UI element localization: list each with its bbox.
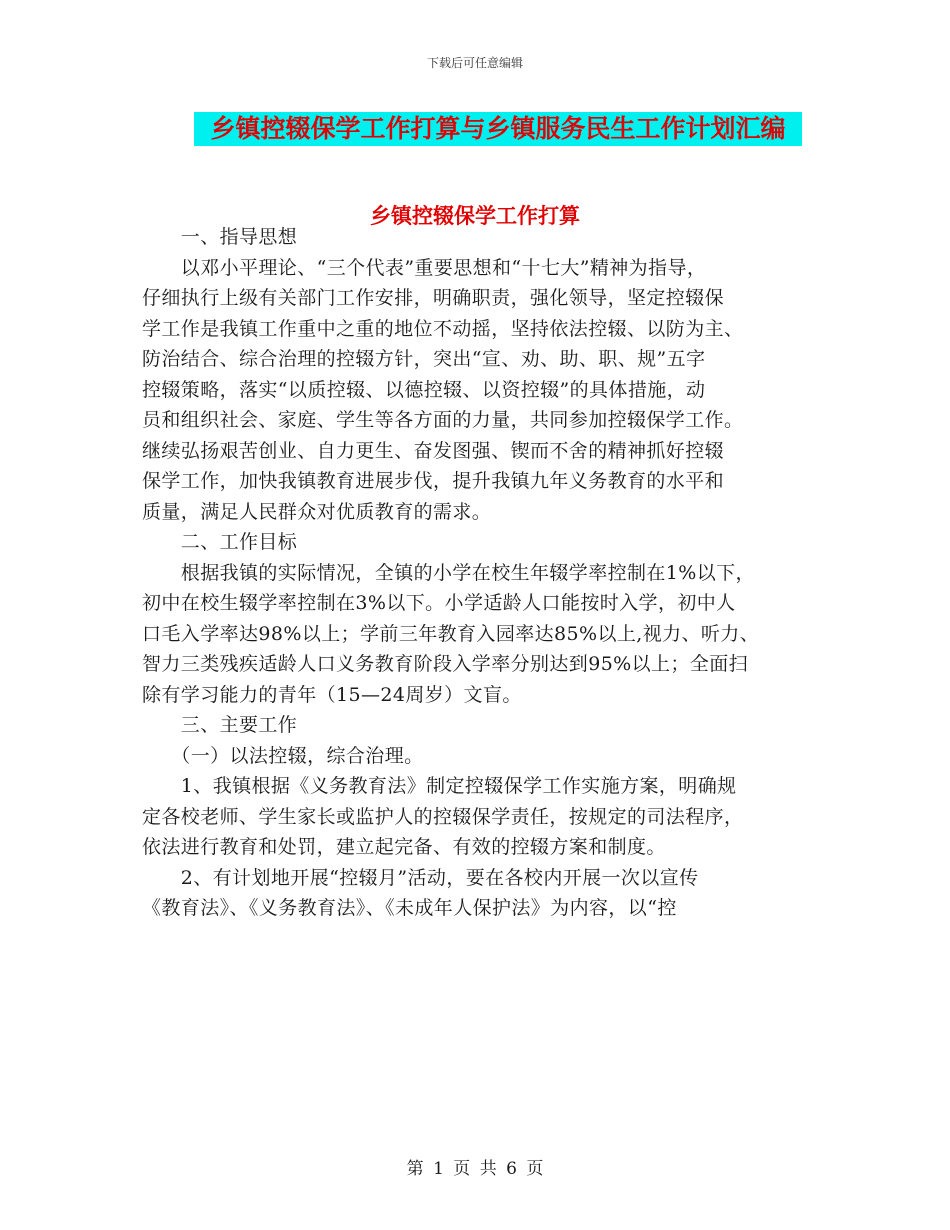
- text-line: 质量，满足人民群众对优质教育的需求。: [142, 500, 492, 523]
- text-line: 控辍策略，落实“以质控辍、以德控辍、以资控辍”的具体措施，动: [142, 378, 706, 401]
- text-line: 定各校老师、学生家长或监护人的控辍保学责任，按规定的司法程序，: [142, 805, 744, 828]
- text-line: 防治结合、综合治理的控辍方针，突出“宣、劝、助、职、规”五字: [142, 348, 706, 370]
- text-line: 2、有计划地开展“控辍月”活动，要在各校内开展一次以宣传: [142, 866, 699, 889]
- section-title: 乡镇控辍保学工作打算: [370, 204, 580, 228]
- document-main-title: 乡镇控辍保学工作打算与乡镇服务民生工作计划汇编: [194, 112, 802, 146]
- text-line: 根据我镇的实际情况，全镇的小学在校生年辍学率控制在1%以下，: [142, 561, 755, 584]
- text-line: 除有学习能力的青年（15—24周岁）文盲。: [142, 683, 522, 706]
- text-line: （一）以法控辍，综合治理。: [142, 744, 424, 767]
- text-line: 口毛入学率达98%以上；学前三年教育入园率达85%以上,视力、听力、: [142, 622, 760, 645]
- text-line: 一、指导思想: [142, 226, 298, 248]
- text-line: 三、主要工作: [142, 714, 298, 736]
- text-line: 智力三类残疾适龄人口义务教育阶段入学率分别达到95%以上；全面扫: [142, 653, 749, 675]
- text-line: 《教育法》、《义务教育法》、《未成年人保护法》为内容，以“控: [142, 897, 677, 919]
- header-note: 下载后可任意编辑: [426, 56, 523, 70]
- text-line: 初中在校生辍学率控制在3%以下。小学适龄人口能按时入学，初中人: [142, 592, 736, 614]
- text-line: 继续弘扬艰苦创业、自力更生、奋发图强、锲而不舍的精神抓好控辍: [142, 439, 725, 462]
- text-line: 依法进行教育和处罚，建立起完备、有效的控辍方案和制度。: [142, 836, 666, 858]
- text-line: 二、工作目标: [142, 531, 298, 553]
- page-footer: 第 1 页 共 6 页: [406, 1159, 544, 1179]
- text-line: 仔细执行上级有关部门工作安排，明确职责，强化领导，坚定控辍保: [142, 287, 725, 309]
- document-body: [142, 222, 808, 924]
- text-line: 员和组织社会、家庭、学生等各方面的力量，共同参加控辍保学工作。: [142, 409, 744, 431]
- text-line: 保学工作，加快我镇教育进展步伐，提升我镇九年义务教育的水平和: [142, 470, 725, 492]
- text-line: 学工作是我镇工作重中之重的地位不动摇，坚持依法控辍、以防为主、: [142, 317, 744, 340]
- text-line: 1、我镇根据《义务教育法》制定控辍保学工作实施方案，明确规: [142, 775, 737, 797]
- text-line: 以邓小平理论、“三个代表”重要思想和“十七大”精神为指导，: [142, 256, 707, 279]
